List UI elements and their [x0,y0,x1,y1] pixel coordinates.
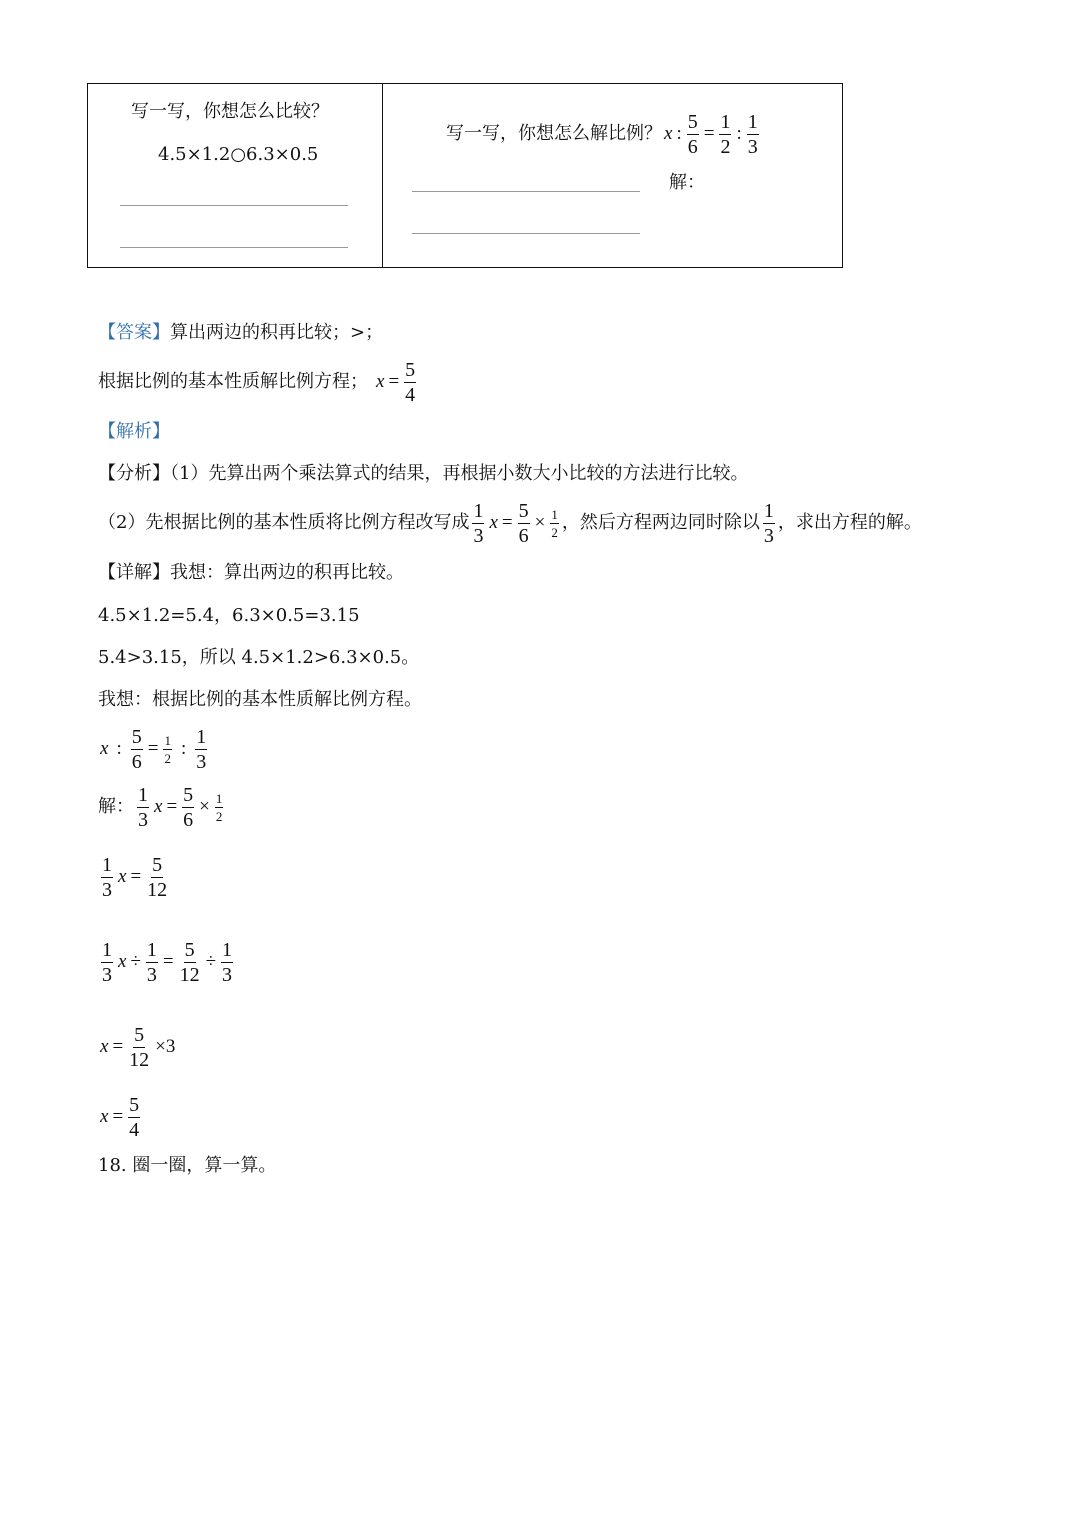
right-answer-line-2[interactable] [412,233,640,234]
analysis-tag: 【解析】 [98,421,170,442]
detail-l3: 5.4>3.15，所以 4.5×1.2>6.3×0.5。 [98,647,420,668]
left-prompt: 写一写，你想怎么比较？ [131,101,329,122]
table-divider [382,83,383,268]
fraction-1-3: $\frac{1}{3}$ [747,110,758,158]
next-question: 18. 圈一圈，算一算。 [98,1155,277,1176]
detail-l2: 4.5×1.2=5.4，6.3×0.5=3.15 [98,605,360,626]
step-simplified: $\frac{1}{3}$ x = $\frac{5}{12}$ [102,853,168,901]
detail-l4: 我想：根据比例的基本性质解比例方程。 [98,689,422,710]
answer-line-1: 【答案】算出两边的积再比较；>； [98,322,384,343]
analysis-p2: （2）先根据比例的基本性质将比例方程改写成 $\frac{1}{3}$ x = $\frac{5}{6}$ × $\frac{1}{2}$ ，然后方程两边同时除以 $\frac{1}{3}$ ，求出方程的解。 [98,499,922,547]
step-divide: $\frac{1}{3}$ x ÷ $\frac{1}{3}$ = $\frac{5}{12}$ ÷ $\frac{1}{3}$ [102,938,233,986]
detail-l1: 【详解】我想：算出两边的积再比较。 [98,562,404,583]
right-answer-line-1[interactable] [412,191,640,192]
equals: = [703,123,715,144]
right-prompt: 写一写，你想怎么解比例？ [446,123,662,144]
colon: : [736,123,742,144]
right-prompt-row [446,108,762,160]
left-answer-line-1[interactable] [120,205,348,206]
step-proportion: x : $\frac{5}{6}$ = $\frac{1}{2}$ : $\frac{1}{3}$ [100,725,207,773]
answer-tag: 【答案】 [98,322,170,343]
colon: : [676,123,682,144]
answer-fraction: $\frac{5}{4}$ [405,358,416,406]
step-product: 解： $\frac{1}{3}$ x = $\frac{5}{6}$ × $\frac{1}{2}$ [98,783,223,831]
fraction-5-6: $\frac{5}{6}$ [687,110,698,158]
step-result: x = $\frac{5}{4}$ [100,1093,140,1141]
analysis-p1: 【分析】（1）先算出两个乘法算式的结果，再根据小数大小比较的方法进行比较。 [98,463,749,484]
right-solve-label: 解： [669,172,705,193]
fraction-1-2: $\frac{1}{2}$ [720,110,731,158]
step-multiply: x = $\frac{5}{12}$ ×3 [100,1023,176,1071]
left-expression: 4.5×1.2○6.3×0.5 [158,144,319,165]
answer-line-2: 根据比例的基本性质解比例方程； x = $\frac{5}{4}$ [98,358,416,406]
var-x: x [664,123,673,144]
left-answer-line-2[interactable] [120,247,348,248]
